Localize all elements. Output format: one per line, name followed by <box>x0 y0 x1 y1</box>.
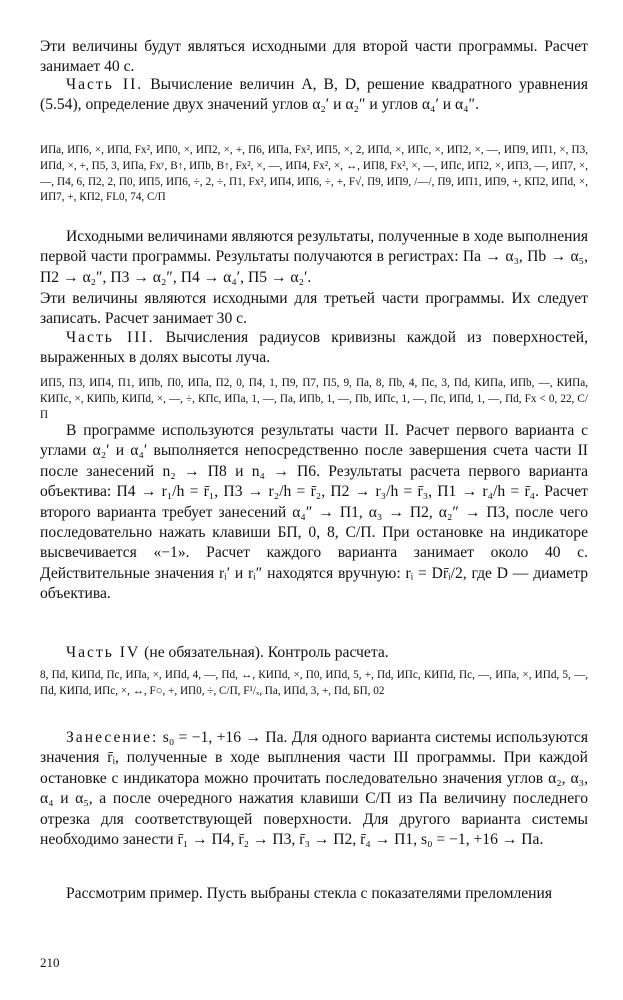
paragraph-registers: Исходными величинами являются результаты, полученные в ходе выполнения первой части программы. Результаты получаются в регистрах: Па → α₃, Пb → α₅, П2 → α₂″, П3 → α₂″, П4 → α₄′, П5 → α₂′. <box>40 228 588 286</box>
part-3-heading <box>40 328 588 369</box>
part-3-label: Часть III. <box>66 329 155 346</box>
paragraph-part-3-usage: В программе используются результаты части II. Расчет первого варианта с углами α₂′ и α₄′ выполняется непосредственно после завершения счета части II после занесений n₂ → П8 и n₄ → П6. Результаты расчета первого варианта объектива: П4 → r₁/h = r̄₁, П3 → r₂/h = r̄₂, П2 → r₃/h = r̄₃, П1 → r₄/h = r̄₄. Расчет второго варианта требует занесений α₄″ → П1, α₃ → П2, α₂″ → П3, после чего последовательно нажать клавиши БП, 0, 8, С/П. При остановке на индикаторе высвечивается «−1». Расчет каждого варианта занимает около 40 с. Действительные значения rᵢ′ и rᵢ″ находятся вручную: rᵢ = Dr̄ᵢ/2, где D — диаметр объектива. <box>40 422 588 603</box>
program-code-part-4: 8, Пd, КИПd, Пс, ИПа, ×, ИПd, 4, —, Пd, ↔, КИПd, ×, П0, ИПd, 5, +, Пd, ИПс, КИПd, Пс, —, ИПа, ×, ИПd, 5, —, Пd, КИПd, ИПс, ×, ↔, F○, +, ИП0, ÷, С/П, F¹/ₓ, Па, ИПd, 3, +, Пd, БП, 02 <box>40 669 588 697</box>
input-label: Занесение: <box>66 729 159 746</box>
part-2-label: Часть II. <box>66 76 144 93</box>
program-code-part-2: ИПа, ИП6, ×, ИПd, Fx², ИП0, ×, ИП2, ×, +, П6, ИПа, Fx², ИП5, ×, 2, ИПd, ×, ИПс, ×, ИП2, ×, —, ИП9, ИП1, ×, П3, ИПd, ×, +, П5, 3, ИПа, Fxʸ, В↑, ИПb, В↑, Fx², ×, —, ИП4, Fx², ×, ↔, ИП8, Fx², ×, —, ИПс, ИП2, ×, ИП3, —, ИП7, ×, —, П4, 6, П2, 2, П0, ИП5, ИП6, ÷, 2, ÷, П1, Fx², ИП4, ИП6, ÷, +, F√, П9, ИП9, /—/, П9, ИП1, ИП9, +, КП2, ИПd, ×, ИП7, +, КП2, FL0, 74, С/П <box>40 144 588 204</box>
part-2-text: Вычисление величин A, B, D, решение квадратного уравнения (5.54), определение двух значений углов α₂′ и α₂″ и углов α₄′ и α₄″. <box>40 76 588 114</box>
program-code-part-3: ИП5, П3, ИП4, П1, ИПb, П0, ИПа, П2, 0, П4, 1, П9, П7, П5, 9, Па, 8, Пb, 4, Пс, 3, Пd, КИПа, ИПb, —, КИПа, КИПс, ×, КИПb, КИПd, ×, —, ÷, КПс, ИПа, 1, —, Па, ИПb, 1, —, Пb, ИПс, 1, —, Пс, ИПd, 1, —, Пd, Fx < 0, 22, С/П <box>40 377 588 421</box>
paragraph-input <box>40 728 588 850</box>
paragraph-record: Эти величины являются исходными для третьей части программы. Их следует записать. Расчет занимает 30 с. <box>40 290 588 328</box>
part-4-label: Часть IV <box>66 644 141 661</box>
part-4-text: (не обязательная). Контроль расчета. <box>144 644 389 661</box>
paragraph-intro: Эти величины будут являться исходными для второй части программы. Расчет занимает 40 с. <box>40 38 588 76</box>
input-text: s₀ = −1, +16 → Па. Для одного варианта системы используются значения r̄ᵢ, полученные в ходе выплнения части III программы. При каждой остановке с индикатора можно прочитать последовательно значения углов α₂, α₃, α₄ и α₅, а после очередного нажатия клавиши С/П из Па величину последнего отрезка для соответствующей поверхности. Для другого варианта системы необходимо занести r̄₁ → П4, r̄₂ → П3, r̄₃ → П2, r̄₄ → П1, s₀ = −1, +16 → Па. <box>40 729 588 849</box>
paragraph-example: Рассмотрим пример. Пусть выбраны стекла с показателями преломления <box>66 885 553 902</box>
part-4-heading <box>40 643 588 663</box>
page-number: 210 <box>40 955 60 970</box>
part-2-heading <box>40 75 588 116</box>
part-3-text: Вычисления радиусов кривизны каждой из поверхностей, выраженных в долях высоты луча. <box>40 329 588 367</box>
